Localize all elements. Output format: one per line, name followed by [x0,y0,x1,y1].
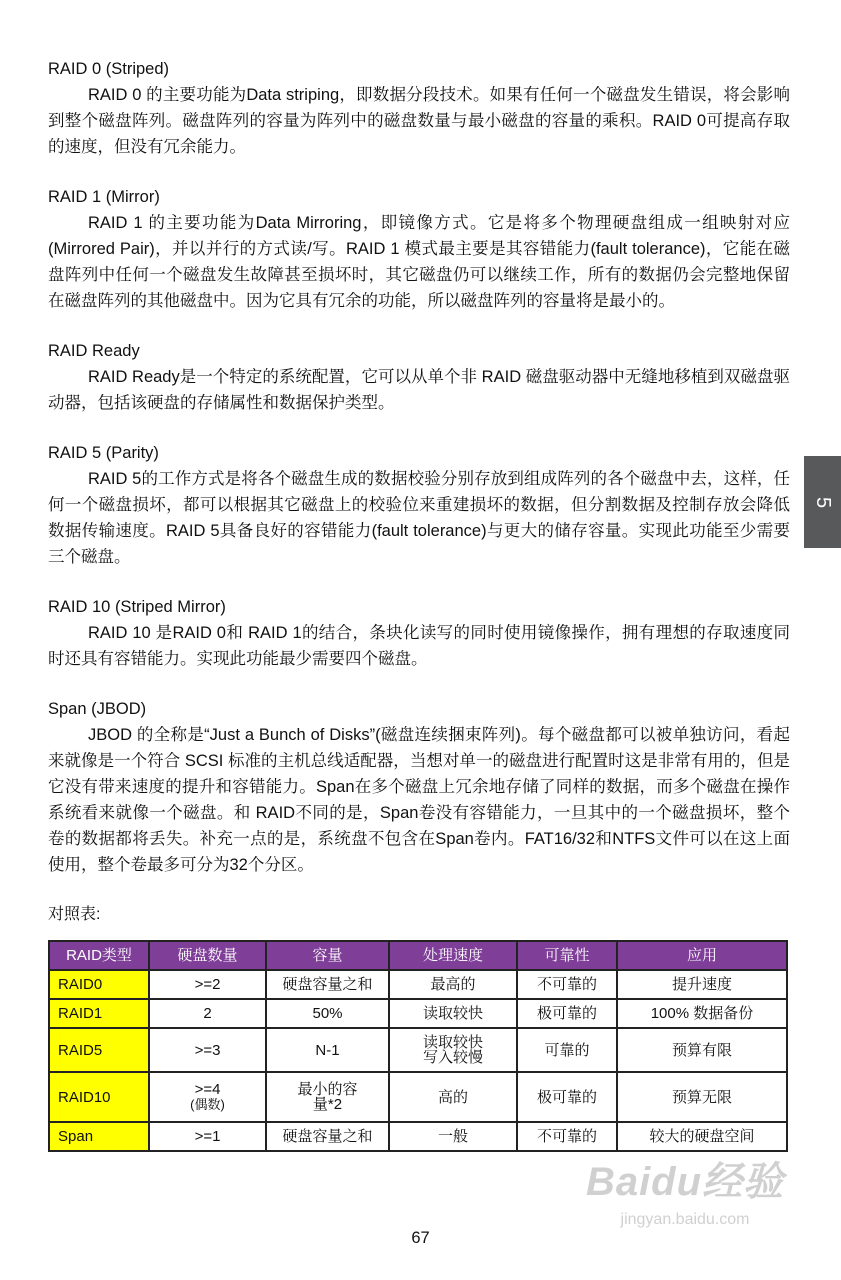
reliability-cell: 不可靠的 [517,970,617,999]
table-row [49,970,787,999]
raid-type-cell: RAID0 [49,970,149,999]
column-header-capacity: 容量 [266,941,389,970]
section-heading: RAID Ready [48,342,140,360]
speed-cell: 最高的 [389,970,517,999]
column-header-type: RAID类型 [49,941,149,970]
chapter-number: 5 [812,496,834,508]
table-row [49,1072,787,1122]
page-number: 67 [411,1229,430,1247]
section-heading: Span (JBOD) [48,700,147,718]
watermark [560,1150,810,1270]
reliability-cell: 不可靠的 [517,1122,617,1151]
usage-cell: 100% 数据备份 [617,999,787,1028]
column-header-disks: 硬盘数量 [149,941,266,970]
section-raid1 [48,184,790,314]
reliability-cell: 极可靠的 [517,999,617,1028]
speed-line-1: 读取较快 [422,1034,483,1051]
section-heading: RAID 5 (Parity) [48,444,159,462]
capacity-cell: 50% [266,999,389,1028]
capacity-cell [266,1072,389,1122]
capacity-cell: N-1 [266,1028,389,1072]
section-body: RAID 10 是RAID 0和 RAID 1的结合，条块化读写的同时使用镜像操作，拥有理想的存取速度同时还具有容错能力。实现此功能最少需要四个磁盘。 [48,624,790,668]
raid-type-cell: RAID1 [49,999,149,1028]
section-raid0 [48,56,790,160]
table-caption: 对照表: [48,906,101,923]
disk-count-cell: 2 [149,999,266,1028]
usage-cell: 提升速度 [617,970,787,999]
section-body: RAID 5的工作方式是将各个磁盘生成的数据校验分别存放到组成阵列的各个磁盘中去，这样，任何一个磁盘损坏，都可以根据其它磁盘上的校验位来重建损坏的数据，但分割数据及控制存放会降低数据传输速度。RAID 5具备良好的容错能力(fault tolerance)与更大的储存容量。实现此功能至少需要三个磁盘。 [48,470,790,566]
disk-count-cell: >=3 [149,1028,266,1072]
usage-cell: 预算有限 [617,1028,787,1072]
capacity-line-2: 量*2 [312,1096,343,1113]
column-header-reliability: 可靠性 [517,941,617,970]
raid-comparison-table [48,940,788,1152]
section-raid5 [48,440,790,570]
watermark-url: jingyan.baidu.com [620,1211,750,1228]
disk-count-note: (偶数) [190,1097,225,1112]
capacity-cell: 硬盘容量之和 [266,970,389,999]
section-body: RAID 0 的主要功能为Data striping，即数据分段技术。如果有任何一个磁盘发生错误，将会影响到整个磁盘阵列。磁盘阵列的容量为阵列中的磁盘数量与最小磁盘的容量的乘积。RAID 0可提高存取的速度，但没有冗余能力。 [48,86,790,156]
speed-cell: 读取较快 [389,999,517,1028]
raid-type-cell: RAID5 [49,1028,149,1072]
speed-cell: 高的 [389,1072,517,1122]
page-content [48,56,790,1152]
section-heading: RAID 0 (Striped) [48,60,170,78]
usage-cell: 较大的硬盘空间 [617,1122,787,1151]
section-body: RAID 1 的主要功能为Data Mirroring，即镜像方式。它是将多个物理硬盘组成一组映射对应(Mirrored Pair)，并以并行的方式读/写。RAID 1 模式最主要是其容错能力(fault tolerance)，它能在磁盘阵列中任何一个磁盘发生故障甚至损坏时，其它磁盘仍可以继续工作，所有的数据仍会完整地保留在磁盘阵列的其他磁盘中。因为它具有冗余的功能，所以磁盘阵列的容量将是最小的。 [48,214,790,310]
capacity-line-1: 最小的容 [297,1081,358,1098]
capacity-cell: 硬盘容量之和 [266,1122,389,1151]
section-raid-ready [48,338,790,416]
table-row [49,1122,787,1151]
table-row [49,1028,787,1072]
speed-cell: 一般 [389,1122,517,1151]
table-row [49,999,787,1028]
disk-count-cell: >=2 [149,970,266,999]
disk-count-value: >=4 [194,1081,221,1098]
table-header-row [49,941,787,970]
usage-cell: 预算无限 [617,1072,787,1122]
column-header-usage: 应用 [617,941,787,970]
section-span-jbod [48,696,790,878]
watermark-logo: Baidu经验 [585,1160,785,1204]
section-body: JBOD 的全称是“Just a Bunch of Disks”(磁盘连续捆束阵列)。每个磁盘都可以被单独访问，看起来就像是一个符合 SCSI 标准的主机总线适配器，当想对单一的磁盘进行配置时这是非常有用的，但是它没有带来速度的提升和容错能力。Span在多个磁盘上冗余地存储了同样的数据，而多个磁盘在操作系统看来就像一个磁盘。和 RAID不同的是，Span卷没有容错能力，一旦其中的一个磁盘损坏，整个卷的数据都将丢失。补充一点的是，系统盘不包含在Span卷内。FAT16/32和NTFS文件可以在这上面使用，整个卷最多可分为32个分区。 [48,726,790,874]
disk-count-cell [149,1072,266,1122]
reliability-cell: 极可靠的 [517,1072,617,1122]
speed-cell [389,1028,517,1072]
column-header-speed: 处理速度 [389,941,517,970]
section-heading: RAID 1 (Mirror) [48,188,160,206]
disk-count-cell: >=1 [149,1122,266,1151]
chapter-tab [804,456,841,548]
reliability-cell: 可靠的 [517,1028,617,1072]
section-body: RAID Ready是一个特定的系统配置，它可以从单个非 RAID 磁盘驱动器中无缝地移植到双磁盘驱动器，包括该硬盘的存储属性和数据保护类型。 [48,368,790,412]
section-heading: RAID 10 (Striped Mirror) [48,598,226,616]
speed-line-2: 写入较慢 [422,1049,483,1066]
section-raid10 [48,594,790,672]
raid-type-cell: Span [49,1122,149,1151]
raid-type-cell: RAID10 [49,1072,149,1122]
